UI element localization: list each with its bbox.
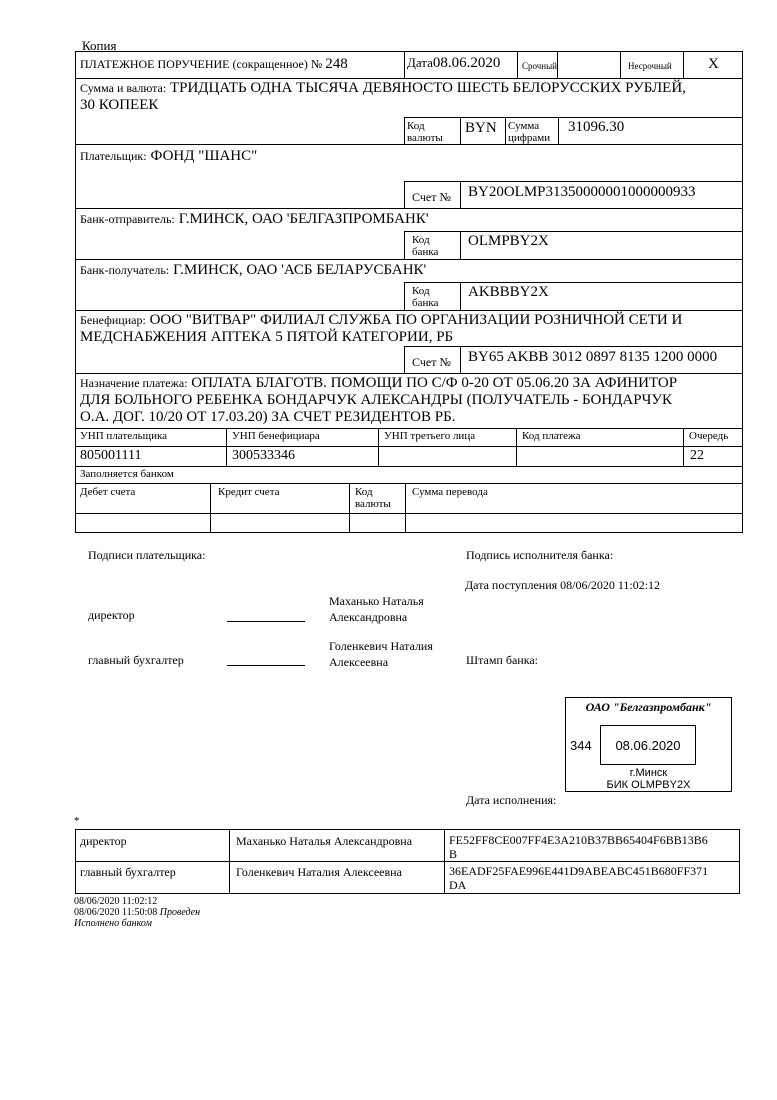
footer-log bbox=[74, 896, 200, 929]
payer-account: BY20OLMP31350000001000000933 bbox=[468, 184, 696, 200]
sig-hash: 36EADF25FAE996E441D9ABEABC451B680FF371 DA bbox=[449, 864, 709, 892]
sig-role: главный бухгалтер bbox=[80, 865, 176, 879]
order-date: Дата08.06.2020 bbox=[407, 55, 501, 71]
director-name: Маханько Наталья Александровна bbox=[329, 594, 424, 624]
currency-code-label: Код валюты bbox=[407, 120, 443, 144]
director-label: директор bbox=[88, 608, 135, 622]
currency-value: BYN bbox=[465, 120, 497, 136]
payer-account-label: Счет № bbox=[412, 190, 451, 204]
amount-digits-label: Сумма цифрами bbox=[508, 120, 551, 144]
accountant-signature-line bbox=[227, 665, 305, 666]
stamp-label: Штамп банка: bbox=[466, 653, 538, 667]
payer: Плательщик: ФОНД "ШАНС" bbox=[80, 148, 258, 164]
bank-signature-title: Подпись исполнителя банка: bbox=[466, 548, 614, 562]
payment-purpose: Назначение платежа: ОПЛАТА БЛАГОТВ. ПОМОЩИ ПО С/Ф 0-20 ОТ 05.06.20 ЗА АФИНИТОР ДЛЯ БОЛЬНОГО РЕБЕНКА БОНДАРЧУК АЛЕКСАНДРЫ (ПОЛУЧАТЕЛЬ - БОНДАРЧУК О.А. ДОГ. 10/20 ОТ 17.03.20) ЗА СЧЕТ РЕЗИДЕНТОВ РБ. bbox=[80, 375, 678, 425]
sender-bank-name: Г.МИНСК, ОАО 'БЕЛГАЗПРОМБАНК' bbox=[178, 211, 429, 227]
urgent-label: Срочный bbox=[522, 61, 557, 71]
sender-bank: Банк-отправитель: Г.МИНСК, ОАО 'БЕЛГАЗПРОМБАНК' bbox=[80, 211, 429, 227]
copy-label: Копия bbox=[82, 38, 117, 53]
accountant-label: главный бухгалтер bbox=[88, 653, 184, 667]
nonurgent-label: Несрочный bbox=[628, 61, 672, 71]
sig-name: Маханько Наталья Александровна bbox=[236, 834, 413, 848]
receipt-date: Дата поступления 08/06/2020 11:02:12 bbox=[465, 578, 661, 592]
footer-processed: 08/06/2020 11:50:08 Проведен bbox=[74, 907, 201, 918]
beneficiary-name-line2: МЕДСНАБЖЕНИЯ АПТЕКА 5 ПЯТОЙ КАТЕГОРИИ, РБ bbox=[80, 329, 454, 345]
beneficiary-unp: 300533346 bbox=[232, 448, 295, 463]
payment-code-label: Код платежа bbox=[522, 430, 581, 442]
payer-name: ФОНД "ШАНС" bbox=[150, 148, 258, 164]
payer-signatures-title: Подписи плательщика: bbox=[88, 548, 206, 562]
sig-role: директор bbox=[80, 834, 127, 848]
stamp-number: 344 bbox=[570, 738, 592, 753]
footer-executed: Исполнено банком bbox=[74, 918, 152, 929]
payer-unp: 805001111 bbox=[80, 448, 142, 463]
stamp-city: г.Минск bbox=[629, 767, 668, 779]
stamp-bank-name: ОАО "Белгазпромбанк" bbox=[585, 700, 712, 714]
bank-section-label: Заполняется банком bbox=[80, 468, 174, 480]
receiver-bank-code: AKBBBY2X bbox=[468, 284, 549, 300]
stamp-bic: БИК OLMPBY2X bbox=[606, 779, 691, 791]
payer-unp-label: УНП плательщика bbox=[80, 430, 168, 442]
receiver-bank: Банк-получатель: Г.МИНСК, ОАО 'АСБ БЕЛАРУСБАНК' bbox=[80, 262, 427, 278]
sender-bank-code-label: Код банка bbox=[412, 234, 439, 258]
sig-hash: FE52FF8CE007FF4E3A210B37BB65404F6BB13B6 B bbox=[449, 833, 708, 861]
footer-received: 08/06/2020 11:02:12 bbox=[74, 896, 158, 907]
director-signature-line bbox=[227, 621, 305, 622]
beneficiary-name-line1: ООО "ВИТВАР" ФИЛИАЛ СЛУЖБА ПО ОРГАНИЗАЦИИ РОЗНИЧНОЙ СЕТИ И bbox=[149, 312, 683, 328]
sig-name: Голенкевич Наталия Алексеевна bbox=[236, 865, 402, 879]
beneficiary: Бенефициар: ООО "ВИТВАР" ФИЛИАЛ СЛУЖБА ПО ОРГАНИЗАЦИИ РОЗНИЧНОЙ СЕТИ И МЕДСНАБЖЕНИЯ АПТЕКА 5 ПЯТОЙ КАТЕГОРИИ, РБ bbox=[80, 312, 740, 346]
beneficiary-account-label: Счет № bbox=[412, 355, 451, 369]
debit-label: Дебет счета bbox=[80, 486, 136, 498]
transfer-amount-label: Сумма перевода bbox=[412, 486, 488, 498]
stamp-date: 08.06.2020 bbox=[615, 738, 681, 753]
receiver-bank-code-label: Код банка bbox=[412, 285, 439, 309]
beneficiary-unp-label: УНП бенефициара bbox=[232, 430, 320, 442]
third-party-unp-label: УНП третьего лица bbox=[384, 430, 476, 442]
queue-value: 22 bbox=[690, 448, 704, 463]
credit-label: Кредит счета bbox=[218, 486, 280, 498]
asterisk-note: * bbox=[74, 815, 80, 827]
receiver-bank-name: Г.МИНСК, ОАО 'АСБ БЕЛАРУСБАНК' bbox=[173, 262, 427, 278]
nonurgent-mark: X bbox=[708, 56, 719, 72]
form-title: ПЛАТЕЖНОЕ ПОРУЧЕНИЕ (сокращенное) № 248 bbox=[80, 56, 348, 72]
order-number: 248 bbox=[325, 56, 348, 72]
queue-label: Очередь bbox=[689, 430, 729, 442]
amount-digits: 31096.30 bbox=[568, 119, 625, 135]
amount-words: Сумма и валюта: ТРИДЦАТЬ ОДНА ТЫСЯЧА ДЕВЯНОСТО ШЕСТЬ БЕЛОРУССКИХ РУБЛЕЙ, 30 КОПЕЕК bbox=[80, 80, 686, 113]
bank-currency-code-label: Код валюты bbox=[355, 486, 391, 510]
beneficiary-account: BY65 AKBB 3012 0897 8135 1200 0000 bbox=[468, 349, 718, 365]
execution-date-label: Дата исполнения: bbox=[466, 793, 557, 807]
accountant-name: Голенкевич Наталия Алексеевна bbox=[329, 639, 433, 669]
sender-bank-code: OLMPBY2X bbox=[468, 233, 549, 249]
